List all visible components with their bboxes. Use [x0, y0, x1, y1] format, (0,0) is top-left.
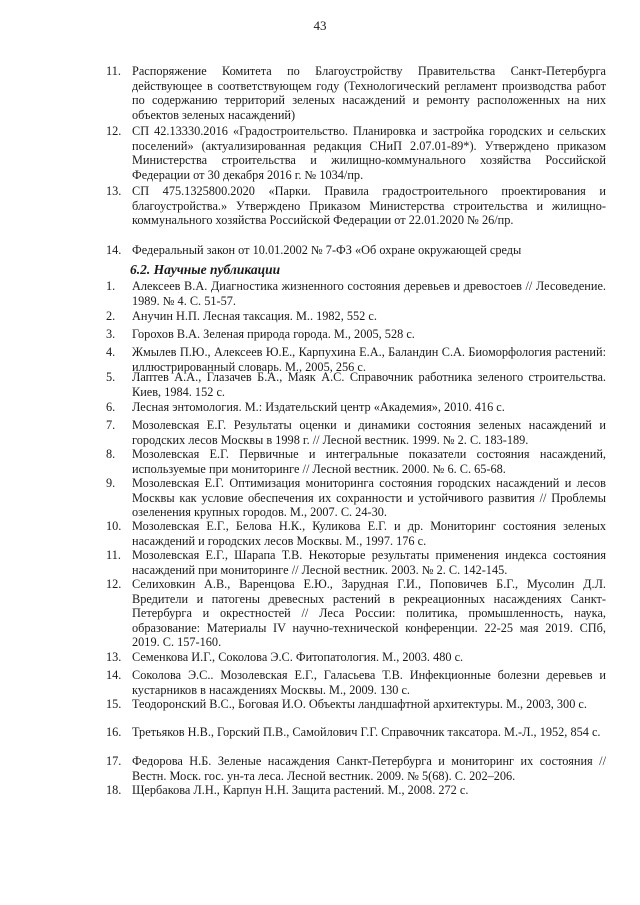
item-text: Теодоронский В.С., Боговая И.О. Объекты ландшафтной архитектуры. М., 2003, 300 с.	[132, 697, 587, 711]
item-text: Мозолевская Е.Г. Первичные и интегральные показатели состояния насаждений, используемые при мониторинге // Лесной вестник. 2000. № 6. С. 65-68.	[132, 447, 606, 476]
item-number: 5.	[106, 370, 116, 384]
normative-item	[106, 184, 606, 228]
publication-item	[106, 783, 606, 798]
item-number: 9.	[106, 476, 116, 490]
item-number: 3.	[106, 327, 116, 341]
normative-item	[106, 243, 606, 258]
item-text: Мозолевская Е.Г. Результаты оценки и динамики состояния зеленых насаждений и городских лесов Москвы в 1998 г. // Лесной вестник. 1999. № 2. С. 183-189.	[132, 418, 606, 447]
publication-item	[106, 668, 606, 697]
item-number: 10.	[106, 519, 122, 533]
item-number: 1.	[106, 279, 116, 293]
normative-item	[106, 124, 606, 182]
item-text: Мозолевская Е.Г., Белова Н.К., Куликова Е.Г. и др. Мониторинг состояния зеленых насаждений и городских лесов Москвы. М., 1997. 176 с.	[132, 519, 606, 548]
publication-item	[106, 279, 606, 308]
publication-item	[106, 754, 606, 783]
item-text: СП 42.13330.2016 «Градостроительство. Планировка и застройка городских и сельских поселений» (актуализированная редакция СНиП 2.07.01-89*). Утверждено приказом Министерства строительства и жилищно-коммунального хозяйства Российской Федерации от 30 декабря 2016 г. № 1034/пр.	[132, 124, 606, 182]
item-number: 6.	[106, 400, 116, 414]
item-number: 16.	[106, 725, 122, 739]
item-text: Лесная энтомология. М.: Издательский центр «Академия», 2010. 416 с.	[132, 400, 505, 414]
publication-item	[106, 519, 606, 548]
publication-item	[106, 697, 606, 712]
publication-item	[106, 400, 606, 415]
item-text: Семенкова И.Г., Соколова Э.С. Фитопатология. М., 2003. 480 с.	[132, 650, 464, 664]
item-text: Селиховкин А.В., Варенцова Е.Ю., Зарудная Г.И., Поповичев Б.Г., Мусолин Д.Л. Вредители и патогены древесных растений в рекреационных насаждениях Санкт-Петербурга и окрестностей // Леса России: политика, промышленность, наука, образование: Материалы IV научно-технической конференции. 22-25 мая 2019. СПб, 2019. С. 157-160.	[132, 577, 606, 650]
item-text: Федорова Н.Б. Зеленые насаждения Санкт-Петербурга и мониторинг их состояния // Вестн. Моск. гос. ун-та леса. Лесной вестник. 2009. № 5(68). С. 202–206.	[132, 754, 606, 783]
publication-item	[106, 327, 606, 342]
item-number: 13.	[106, 650, 122, 664]
item-number: 14.	[106, 243, 122, 257]
publication-item	[106, 447, 606, 476]
page-number: 43	[313, 18, 327, 33]
publication-item	[106, 548, 606, 577]
item-text: Анучин Н.П. Лесная таксация. М.. 1982, 552 с.	[132, 309, 377, 323]
publication-item	[106, 418, 606, 447]
item-text: Жмылев П.Ю., Алексеев Ю.Е., Карпухина Е.А., Баландин С.А. Биоморфология растений: иллюстрированный словарь. М., 2005, 256 с.	[132, 345, 606, 374]
item-number: 12.	[106, 577, 122, 591]
item-text: Щербакова Л.Н., Карпун Н.Н. Защита растений. М., 2008. 272 с.	[132, 783, 469, 797]
item-text: Горохов В.А. Зеленая природа города. М., 2005, 528 с.	[132, 327, 415, 341]
item-number: 14.	[106, 668, 122, 682]
item-number: 18.	[106, 783, 122, 797]
item-number: 7.	[106, 418, 116, 432]
publication-item	[106, 725, 606, 740]
item-number: 11.	[106, 64, 121, 78]
item-text: Распоряжение Комитета по Благоустройству Правительства Санкт-Петербурга действующее в соответствующем году (Технологический регламент производства работ по содержанию территорий зеленых насаждений и ремонту расположенных на них объектов зеленых насаждений)	[132, 64, 606, 122]
item-number: 17.	[106, 754, 122, 768]
publication-item	[106, 650, 606, 665]
item-text: Соколова Э.С.. Мозолевская Е.Г., Галасьева Т.В. Инфекционные болезни деревьев и кустарников в насаждениях Москвы. М., 2009. 130 с.	[132, 668, 606, 697]
item-text: Третьяков Н.В., Горский П.В., Самойлович Г.Г. Справочник таксатора. М.-Л., 1952, 854 с.	[132, 725, 601, 739]
item-number: 11.	[106, 548, 121, 562]
publication-item	[106, 370, 606, 399]
item-text: Лаптев А.А., Глазачев Б.А., Маяк А.С. Справочник работника зеленого строительства. Киев, 1984. 152 с.	[132, 370, 606, 399]
item-text: Мозолевская Е.Г., Шарапа Т.В. Некоторые результаты применения индекса состояния насаждений при мониторинге // Лесной вестник. 2003. № 2. С. 142-145.	[132, 548, 606, 577]
publication-item	[106, 577, 606, 650]
item-number: 13.	[106, 184, 122, 198]
publication-item	[106, 476, 606, 520]
item-number: 4.	[106, 345, 116, 359]
item-text: Федеральный закон от 10.01.2002 № 7-ФЗ «Об охране окружающей среды	[132, 243, 522, 257]
item-text: Мозолевская Е.Г. Оптимизация мониторинга состояния городских насаждений и лесов Москвы как условие обеспечения их сохранности и устойчивого развития // Проблемы озеленения крупных городов. М., 2007. С. 24-30.	[132, 476, 606, 520]
item-text: Алексеев В.А. Диагностика жизненного состояния деревьев и древостоев // Лесоведение. 1989. № 4. С. 51-57.	[132, 279, 606, 308]
item-number: 8.	[106, 447, 116, 461]
item-number: 12.	[106, 124, 122, 138]
item-number: 2.	[106, 309, 116, 323]
section-heading: 6.2. Научные публикации	[130, 262, 281, 277]
item-number: 15.	[106, 697, 122, 711]
publication-item	[106, 309, 606, 324]
normative-item	[106, 64, 606, 122]
item-text: СП 475.1325800.2020 «Парки. Правила градостроительного проектирования и благоустройства.» Утверждено Приказом Министерства строительства и жилищно-коммунального хозяйства Российской Федерации от 22.01.2020 № 26/пр.	[132, 184, 606, 228]
